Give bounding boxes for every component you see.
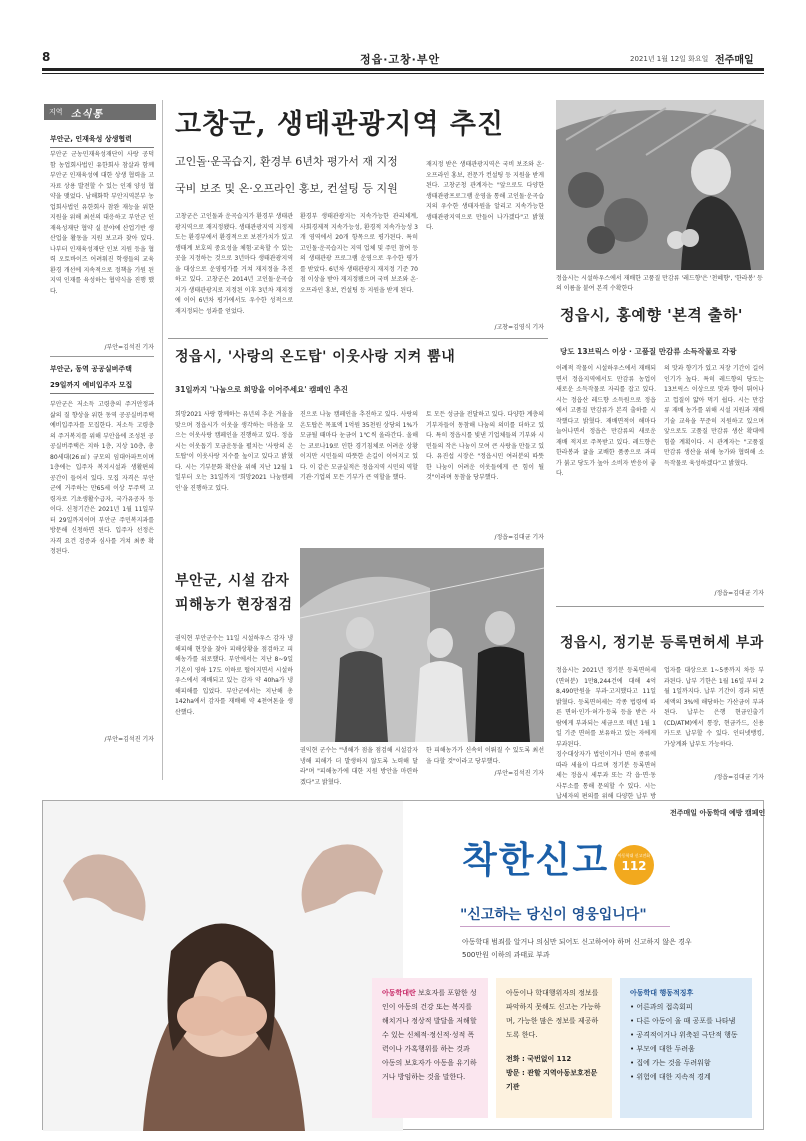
ad-card-report [496, 978, 612, 1118]
potato-text-col-2: 권익현 군수는 "냉해가 점을 점검해 시설감자 냉해 피해가 더 발생하지 않도록 노력해 달라"며 "피해농가에 대한 지원 방안을 마련하겠다"고 밝혔다. [300, 747, 418, 786]
orange-text-col-1: 이례적 작물이 시설하우스에서 재배되면서 정읍지역에서도 만감류 농업이 새로운 소득작물로 자리를 잡고 있다. 시는 정읍산 레드향 소득원으로 정읍에서 고품질 만감류가 본격 출하를 시작했다고 밝혔다. 재배면적이 해마다 늘어나면서 정읍은 만감류의 새로운 재배 적지로 주목받고 있다. 레드향은 한라봉과 귤을 교배한 품종으로 과피가 붉고 당도가 높아 소비자 반응이 좋다. [556, 365, 656, 477]
ad-card-signs-title: 아동학대 행동적징후 [630, 989, 694, 997]
photo-caption: 정읍시는 시설하우스에서 재배한 고품질 만감류 '레드향'은 '천혜향', '한라봉' 등의 이름을 붙여 본격 수확한다 [556, 275, 763, 292]
brief-headline-1: 부안군, 인재육성 상생협력 [50, 134, 154, 148]
ad-card-definition-text: 보호자를 포함한 성인이 아동의 건강 또는 복지를 해치거나 정상적 발달을 저해할 수 있는 신체적·정신적·성적 폭력이나 가혹행위를 하는 것과 아동의 보호자가 아동을 유기하거나 방임하는 것을 말한다. [382, 989, 477, 1081]
potato-text-col-3: 한 피해농가가 신속히 이뤄질 수 있도록 최선을 다할 것"이라고 당부했다. [426, 747, 544, 765]
ad-card-signs-item: • 어른과의 접촉회피 [630, 1003, 693, 1011]
ad-card-signs-item: • 공격적이거나 위축된 극단적 행동 [630, 1031, 738, 1039]
ad-card-report-phone: 전화 : 국번없이 112 [506, 1055, 572, 1063]
love-headline: 정읍시, '사랑의 온도탑' 이웃사랑 지켜 뿜내 [175, 349, 456, 365]
ad-card-definition [372, 978, 488, 1118]
divider-mid [168, 338, 548, 339]
love-text-col-1: 희망2021 사랑 함께하는 유년의 추운 겨울을 맞으며 정읍시가 이웃을 생각하는 마음을 모으는 이웃사랑 캠페인을 진행하고 있다. 정읍시는 이웃돕기 모금운동을 펼치는 '사랑의 온도탑'이 이웃사랑 지수를 높이고 있다고 밝혔다. 시는 기부문화 확산을 위해 지난 12월 1일부터 오는 31일까지 '희망2021 나눔캠페인'을 진행하고 있다. [175, 411, 293, 492]
ad-slogan-underline [460, 926, 670, 927]
news-tag-big: 소식통 [71, 109, 103, 120]
orange-deck: 당도 13브릭스 이상 · 고품질 만감류 소득작물로 각광 [560, 347, 737, 356]
paper-name: 전주매일 [715, 55, 754, 66]
potato-inspection-photo [300, 548, 544, 742]
ad-card-signs-item: • 다른 아동이 울 때 공포를 나타냄 [630, 1017, 736, 1025]
main-text-col-2: 환경부 생태관광지는 지속가능한 관리체계, 사회경제적 지속가능성, 환경적 지속가능성 3개 영역에서 20개 항목으로 평가된다. 특히 고인돌·운곡습지는 지역 업체 및 주민 참여 등의 생태관광 프로그램 운영으로 우수한 평가를 받았다. 6년차 생태관광지 재지정 기준 70점 이상을 받아 재지정됐으며 국비 보조와 온·오프라인 홍보, 컨설팅 등 지원을 받게 된다. [300, 213, 418, 294]
brief-text-1: 부안군 군농민재육성재단이 사랑 공덕함 농업회사법인 유한회사 참살과 함께 부안군 인재육성에 대한 상생 협력을 고 자료 상용 발전할 수 있는 인재 양성 협약을 맺었다. 남해화학 부안지역본부 농업회사법인 유한회사 참완 재능을 위한 지원을 위해 최선의 대응하고 부안군 인재육성재단 협약 실 분야에 산업기반 생산업을 활동을 지원 보고과 찾아 있다. 나부터 인재육성재단 인보 지원 등을 협력 오토바이즈 어려워진 학생들의 교육환경 개선에 지속적으로 정책을 기원 된 지역 인재를 육성하는 협약식을 진행 했다. [50, 151, 154, 295]
ad-112-badge-label: 아동학대 신고전화 [617, 853, 651, 858]
ad-card-definition-title: 아동학대란 [382, 989, 416, 997]
tax-byline: /정읍=김대균 기자 [714, 774, 764, 781]
love-byline: /정읍=김대균 기자 [494, 534, 544, 541]
news-section-tag [44, 104, 156, 120]
tax-text-col-1: 정읍시는 2021년 정기분 등록면허세(면허분) 1만8,244건에 대해 4억8,490만원을 부과·고지했다고 11일 밝혔다. 등록면허세는 각종 법령에 따른 면허·인가·허가·등록 등을 받은 사람에게 부과되는 세금으로 매년 1월 1일 기준 면허를 보유하고 있는 자에게 부과된다. [556, 667, 656, 748]
ad-card-signs-item: • 부모에 대한 두려움 [630, 1045, 695, 1053]
section-title: 정읍·고창·부안 [360, 53, 441, 66]
tax-text-col-3: 업자를 대상으로 1~5종까지 차등 부과된다. 납부 기한은 1월 16일 부터 2월 1일까지다. 납부 기간이 경과 되면 세액의 3%에 해당하는 가산금이 부과된다. 납부는 은행 현금인출기(CD/ATM)에서 통장, 현금카드, 신용카드로 납부할 수 있다. 인터넷뱅킹, 가상계좌 납부도 가능하다. [664, 667, 764, 748]
potato-text-col-1: 권익현 부안군수는 11일 시설하우스 감자 냉해피해 현장을 찾아 피해상황을 점검하고 피해농가를 위로했다. 부안에서는 지난 8~9일 기온이 영하 17도 이하로 떨어지면서 시설하우스에서 재배되고 있는 감자 약 40ha가 냉해피해를 입었다. 부안군에서는 지난해 총 142ha에서 감자를 재배해 약 4천여톤을 생산했다. [175, 635, 293, 716]
love-deck: 31일까지 '나눔으로 희망을 이어주세요' 캠페인 추진 [175, 385, 348, 394]
ad-card-signs-item: • 집에 가는 것을 두려워함 [630, 1059, 711, 1067]
farmer-photo [556, 100, 764, 270]
orange-text-col-2: 의 맛과 향기가 있고 저장 기간이 길어 인기가 높다. 특히 레드향의 당도는 13브릭스 이상으로 맛과 향이 뛰어나고 껍질이 얇아 먹기 쉽다. 시는 만감류 재배 농가를 위해 시설 지원과 재배 기술 교육을 꾸준히 지원하고 있으며 앞으로도 고품질 만감류 생산 확대에 힘쓸 계획이다. 시 관계자는 "고품질 만감류 생산을 위해 농가와 협력해 소득작물로 육성하겠다"고 밝혔다. [664, 365, 764, 467]
main-subheadline-2: 국비 보조 및 온·오프라인 홍보, 컨설팅 등 지원 [175, 182, 398, 195]
tax-headline: 정읍시, 정기분 등록면허세 부과 [560, 635, 764, 651]
tax-text-col-2: 징수대상자가 법인이거나 면허 종류에 따라 세율이 다르며 정기분 등록면허세는 정읍시 세무과 또는 각 읍·면·동 사무소를 통해 문의할 수 있다. 시는 납세자의 편의를 위해 다양한 납부 방 [556, 751, 656, 800]
brief-byline-1: /부안=김석진 기자 [104, 344, 154, 351]
issue-date: 2021년 1월 12일 화요일 [630, 55, 709, 63]
main-text-col-1: 고창군은 고인돌과 운곡습지가 환경부 생태관광지역으로 재지정됐다. 생태관광지역 지정제도는 환경부에서 환경적으로 보전가치가 있고 생태계 보호의 중요성을 체험·교육할 수 있는 곳을 지정하는 것으로 3년마다 생태관광지역을 대상으로 운영평가를 거쳐 재지정을 추진하고 있다. 고창군은 2014년 고인돌·운곡습지가 생태관광지로 지정된 이후 3년차 재지정에 이어 6년차 평가에서도 우수한 성적으로 재지정되는 성과를 얻었다. [175, 213, 293, 315]
brief-divider [50, 356, 154, 357]
love-text-col-2: 진으로 나눔 캠페인을 추진하고 있다. 사랑의 온도탑은 목표액 1억원 35천원 상당의 1%가 모금될 때마다 눈금이 1℃씩 올라간다. 올해는 코로나19로 인한 경기침체로 어려운 상황이지만 시민들의 따뜻한 손길이 이어지고 있다. 이 같은 모금실적은 정읍지역 시민의 역할 기관·기업의 모든 기부가 큰 역할을 했다. [300, 411, 418, 481]
page-number: 8 [42, 50, 51, 64]
ad-logo-text: 착한신고 [462, 839, 610, 881]
ad-slogan: "신고하는 당신이 영웅입니다" [460, 907, 647, 923]
brief-byline-2: /부안=김석진 기자 [104, 736, 154, 743]
potato-headline-1: 부안군, 시설 감자 [175, 573, 290, 589]
ad-112-badge [614, 845, 654, 885]
ad-card-signs [620, 978, 752, 1118]
main-byline: /고창=김영식 기자 [494, 324, 544, 331]
column-divider [162, 100, 163, 780]
ad-112-badge-number: 112 [621, 859, 647, 873]
love-text-col-3: 토 모든 성금을 전달하고 있다. 다양한 계층의 기부자들이 동참해 나눔의 의미를 더하고 있다. 특히 정읍시를 빛낸 기업체들의 기부와 시민들의 작은 나눔이 모여 큰 사랑을 만들고 있다. 유진섭 시장은 "정읍시민 여러분의 따뜻한 나눔이 어려운 이웃들에게 큰 힘이 될 것"이라며 동참을 당부했다. [426, 411, 544, 481]
brief-text-2: 부안군은 저소득 고령층의 주거안정과 삶의 질 향상을 위한 동역 공공실버주택 예비입주자를 모집한다. 저소득 고령층의 주거복지를 위해 부안읍에 조성된 공공실버주택은 지하 1층, 지상 10층, 총 80세대(26㎡) 규모의 임대아파트이며 1층에는 입주자 복지시설과 생활편의 공간이 들어서 있다. 모집 자격은 부안군에 거주하는 만65세 이상 무주택 고령자로 기초생활수급자, 국가유공자 등이다. 신청기간은 2021년 1월 11일부터 29일까지이며 부안군 주민복지과를 방문해 신청하면 된다. 입주자 선정은 자격 요건 검증과 심사를 거쳐 최종 확정된다. [50, 401, 154, 555]
header-rule-thin [42, 73, 764, 74]
ad-card-signs-item: • 위험에 대한 지속적 경계 [630, 1073, 711, 1081]
header-rule [42, 68, 764, 71]
ad-campaign-title: 전주매일 아동학대 예방 캠페인 [670, 809, 766, 817]
main-subheadline-1: 고인돌·운곡습지, 환경부 6년차 평가서 재 지정 [175, 155, 398, 168]
ad-girl-image [43, 801, 403, 1131]
ad-card-report-text: 아동이나 학대행위자의 정보를 파악하지 못해도 신고는 가능하며, 가능한 많은 정보를 제공하도록 한다. [506, 989, 601, 1039]
orange-headline: 정읍시, 홍예향 '본격 출하' [560, 306, 743, 324]
orange-byline: /정읍=김대균 기자 [714, 590, 764, 597]
potato-byline: /부안=김석진 기자 [494, 770, 544, 777]
ad-card-report-visit: 방문 : 관할 지역아동보호전문기관 [506, 1069, 598, 1091]
divider-right [556, 606, 764, 607]
brief-headline-2a: 부안군, 동역 공공실버주택 [50, 365, 132, 373]
potato-headline-2: 피해농가 현장점검 [175, 597, 293, 613]
main-text-col-3: 재지정 받은 생태관광지역은 국비 보조와 온·오프라인 홍보, 전문가 컨설팅 등 지원을 받게 된다. 고창군청 관계자는 "앞으로도 다양한 생태관광프로그램 운영을 통해 고인돌·운곡습지의 우수한 생태자원을 알리고 지속가능한 생태관광지역으로 만들어 나가겠다"고 밝혔다. [426, 161, 544, 231]
main-headline: 고창군, 생태관광지역 추진 [175, 109, 505, 140]
brief-headline-2b: 29일까지 예비입주자 모집 [50, 380, 154, 394]
news-tag-small: 지역 [49, 108, 63, 116]
ad-description: 아동학대 범죄를 알거나 의심만 되어도 신고하여야 하며 신고하지 않은 경우 500만원 이하의 과태료 부과 [462, 938, 692, 959]
